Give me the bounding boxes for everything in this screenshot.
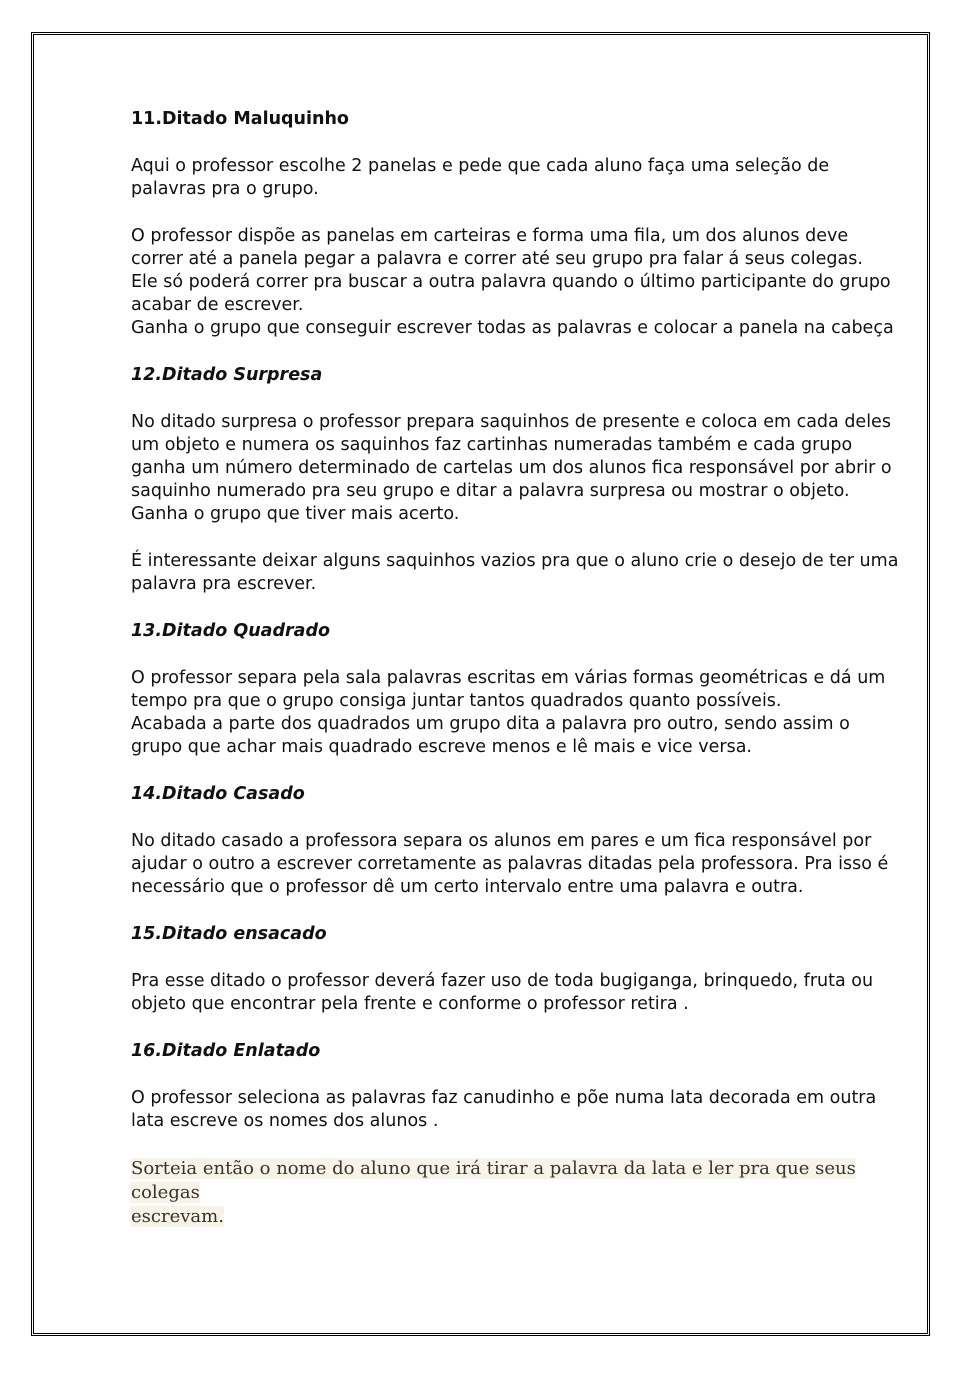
section-title-11: 11.Ditado Maluquinho <box>131 109 349 129</box>
section-13-paragraph-1: O professor separa pela sala palavras escritas em várias formas geométricas e dá um tempo pra que o grupo consiga juntar tantos quadrados quanto possíveis. Acabada a parte dos quadrados um grupo dita a palavra pro outro, sendo assim o grupo que achar mais quadrado escreve menos e lê mais e vice versa. <box>131 668 886 757</box>
section-title-12: 12.Ditado Surpresa <box>131 365 323 385</box>
section-title-14: 14.Ditado Casado <box>131 784 305 804</box>
document-content <box>131 108 906 1229</box>
section-11-paragraph-2: O professor dispõe as panelas em carteiras e forma uma fila, um dos alunos deve correr até a panela pegar a palavra e correr até seu grupo pra falar á seus colegas. Ele só poderá correr pra buscar a outra palavra quando o último participante do grupo acabar de escrever. Ganha o grupo que conseguir escrever todas as palavras e colocar a panela na cabeça <box>131 226 894 338</box>
section-16-paragraph-1: O professor seleciona as palavras faz canudinho e põe numa lata decorada em outra lata escreve os nomes dos alunos . <box>131 1088 877 1131</box>
section-11-paragraph-1: Aqui o professor escolhe 2 panelas e pede que cada aluno faça uma seleção de palavras pra o grupo. <box>131 156 830 199</box>
section-12-paragraph-2: É interessante deixar alguns saquinhos vazios pra que o aluno crie o desejo de ter uma palavra pra escrever. <box>131 551 899 594</box>
section-12-paragraph-1: No ditado surpresa o professor prepara saquinhos de presente e coloca em cada deles um objeto e numera os saquinhos faz cartinhas numeradas também e cada grupo ganha um número determinado de cartelas um dos alunos fica responsável por abrir o saquinho numerado pra seu grupo e ditar a palavra surpresa ou mostrar o objeto. Ganha o grupo que tiver mais acerto. <box>131 412 892 524</box>
section-title-16: 16.Ditado Enlatado <box>131 1041 321 1061</box>
section-title-13: 13.Ditado Quadrado <box>131 621 331 641</box>
section-14-paragraph-1: No ditado casado a professora separa os alunos em pares e um fica responsável por ajudar o outro a escrever corretamente as palavras ditadas pela professora. Pra isso é necessário que o professor dê um certo intervalo entre uma palavra e outra. <box>131 831 889 897</box>
section-title-15: 15.Ditado ensacado <box>131 924 327 944</box>
section-16-highlighted-text: Sorteia então o nome do aluno que irá tirar a palavra da lata e ler pra que seus colegas escrevam. <box>131 1158 856 1227</box>
section-16-highlighted-wrapper <box>131 1157 906 1229</box>
section-15-paragraph-1: Pra esse ditado o professor deverá fazer uso de toda bugiganga, brinquedo, fruta ou objeto que encontrar pela frente e conforme o professor retira . <box>131 971 874 1014</box>
